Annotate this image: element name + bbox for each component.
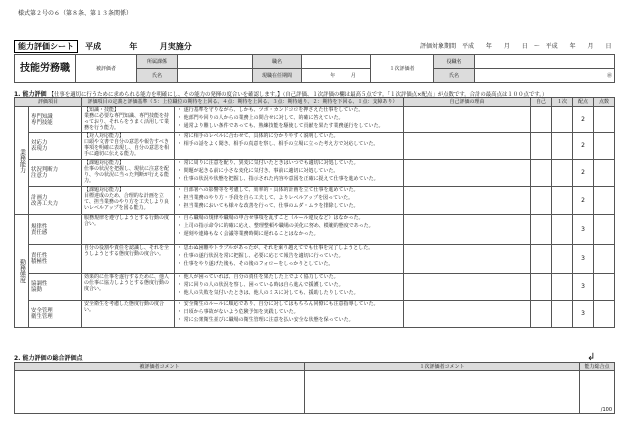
- self-reason-field[interactable]: [404, 274, 531, 301]
- first-score-field[interactable]: [552, 107, 573, 133]
- evaluatee-comment-field[interactable]: [15, 371, 305, 414]
- arrow-icon: ↲: [587, 352, 596, 363]
- points-field[interactable]: [594, 160, 615, 187]
- standard-line: ・ 他人が困っていれば、自分の責任を果たした上でよく協力していた。: [177, 274, 339, 280]
- period-label: 評価対象期間: [420, 43, 457, 50]
- standard-line: ・ 通常より難しい条件であっても、熟練技能を駆使して貢献を果たす業務遂行をしていた。: [177, 123, 384, 129]
- seal-mark: ㊞: [606, 72, 612, 79]
- first-comment-label: １次評価者コメント: [305, 363, 580, 371]
- item-standards: [175, 301, 404, 328]
- item-definition: 【知識・技能】 業務に必要な専門知識、専門技能を持っており、それらをうまく活用して業務を行う能力。: [82, 107, 175, 133]
- points-field[interactable]: [594, 133, 615, 160]
- col-self: 自己: [531, 98, 552, 107]
- section1-desc: 【仕事を適切に行うために求められる能力を明確にし、その能力の発揮の度合いを確認します。】（自己評価、１次評価の欄は最高５点です。「１次評価点×配点」が点数です。合計の最高点は１００点です。）: [48, 92, 548, 98]
- weight-value: 3: [573, 245, 594, 274]
- evaluation-period: 評価対象期間 平成 年 月 日 ～ 平成 年 月 日: [420, 43, 612, 50]
- standard-line: ・ 常に周りに注意を配り、異変に気付いたときはいつでも適切に対処していた。: [177, 160, 359, 166]
- self-reason-field[interactable]: [404, 245, 531, 274]
- group-label: 業務能力: [15, 107, 29, 215]
- standard-line: ・ 担当業務においても様々な改善を行って、仕事のムダ・ムラを排除していた。: [177, 203, 359, 209]
- item-standards: [175, 133, 404, 160]
- item-standards: [175, 215, 404, 245]
- table-row: [15, 274, 615, 301]
- standard-line: ・ 常に相手のレベルに合わせて、具体的に分かりやすく説明していた。: [177, 133, 339, 139]
- evaluator1-name-field[interactable]: [475, 69, 615, 83]
- evaluatee-label: 被評価者: [76, 55, 137, 83]
- item-definition: 【課題対応能力】 仕事の状況を把握し、現状に注意を配り、今の状況に当った判断が行える能力。: [82, 160, 175, 187]
- section2-title: 2. 能力評価の総合評価点: [14, 355, 83, 362]
- title-badge: 能力評価シート: [14, 40, 78, 53]
- self-score-field[interactable]: [531, 274, 552, 301]
- weight-value: 3: [573, 215, 594, 245]
- self-score-field[interactable]: [531, 133, 552, 160]
- item-definition: 安全衛生を考慮した態度行動の度合い。: [82, 301, 175, 328]
- table-row: [15, 245, 615, 274]
- standard-line: ・ 日頃から事故がないよう危険予知を実践していた。: [177, 309, 299, 315]
- col-first: １次: [552, 98, 573, 107]
- total-score-label: 能力総合点: [580, 363, 615, 371]
- item-name: 状況判断力 注意力: [29, 160, 82, 187]
- self-score-field[interactable]: [531, 187, 552, 215]
- item-standards: [175, 274, 404, 301]
- form-number: 様式第２号の６（第８条、第１３条関係）: [18, 10, 133, 17]
- table-row: [15, 215, 615, 245]
- first-comment-field[interactable]: [305, 371, 580, 414]
- section1-title: 1. 能力評価: [14, 91, 47, 98]
- evaluator1-name-label: 氏名: [434, 69, 475, 83]
- standard-line: ・ 他人の失敗を気付いたときは、他人のミスに対しても、援助したりしていた。: [177, 290, 359, 296]
- total-score-field[interactable]: [580, 371, 615, 414]
- weight-value: 3: [573, 301, 594, 328]
- item-name: 安全管理 衛生管理: [29, 301, 82, 328]
- group-label: 勤務態度: [15, 215, 29, 328]
- weight-value: 3: [573, 274, 594, 301]
- self-score-field[interactable]: [531, 107, 552, 133]
- first-score-field[interactable]: [552, 160, 573, 187]
- standard-line: ・ 相手の話をよく聞き、相手の真意を察し、相手の立場に立った考え方で対応していた。: [177, 141, 379, 147]
- standard-line: ・ 仕事の状況や状態を把握し、指示された内容や意図を正確に捉えて仕事を進めていた。: [177, 176, 379, 182]
- item-name: 対応力 表現力: [29, 133, 82, 160]
- job-type: 技能労務職: [15, 55, 76, 83]
- standard-line: ・ 問題が起きる前に小さな変化に気付き、事前に適切に対処していた。: [177, 168, 339, 174]
- table-row: [15, 107, 615, 133]
- name-label: 氏名: [137, 69, 178, 83]
- first-score-field[interactable]: [552, 274, 573, 301]
- item-name: 計画力 改善工夫力: [29, 187, 82, 215]
- col-weight: 配点: [573, 98, 594, 107]
- standard-line: ・ 思わぬ困難やトラブルがあったが、それを乗り越えてでも仕事を完了しようとした。: [177, 245, 374, 251]
- self-score-field[interactable]: [531, 160, 552, 187]
- standard-line: ・ 担当業務のやり方・手段を自ら工夫して、よりレベルアップを図っていた。: [177, 195, 354, 201]
- col-definition: 評価項目の定義と評価基準（５：上位職位の期待を上回る、４点：期待を上回る、３点：期待通り、２：期待を下回る、１点：支障あり）: [82, 98, 404, 107]
- self-score-field[interactable]: [531, 301, 552, 328]
- standard-line: ・ 自部署への影響等を考慮して、効率的・具体的計画を立て仕事を進めていた。: [177, 187, 359, 193]
- table-row: [15, 160, 615, 187]
- standard-line: ・ 常に公衆衛生並びに職場の衛生管理に注意を払い安全な状態を保っていた。: [177, 317, 354, 323]
- dept-label: 所属課係: [137, 55, 178, 69]
- first-score-field[interactable]: [552, 245, 573, 274]
- item-definition: 効果的に仕事を遂行するために、他人の仕事に協力しようとする態度行動の度合い。: [82, 274, 175, 301]
- self-reason-field[interactable]: [404, 133, 531, 160]
- self-reason-field[interactable]: [404, 301, 531, 328]
- total-score-suffix: /100: [600, 407, 612, 413]
- col-self-reason: 自己評価の理由: [404, 98, 531, 107]
- item-definition: 自分の役割や責任を認識し、それを全うしようとする態度行動の度合い。: [82, 245, 175, 274]
- evaluation-table: [14, 97, 615, 328]
- position-label: 職名: [253, 55, 302, 69]
- self-score-field[interactable]: [531, 215, 552, 245]
- position-field[interactable]: [302, 55, 371, 69]
- points-field[interactable]: [594, 301, 615, 328]
- standard-line: ・ 上司の指示命令に的確に応え、整理整頓や職場の美化に努め、模範的態度であった。: [177, 223, 374, 229]
- table-row: [15, 133, 615, 160]
- table-row: [15, 187, 615, 215]
- title-block: [14, 40, 192, 53]
- table-row: [15, 301, 615, 328]
- self-reason-field[interactable]: [404, 107, 531, 133]
- evaluator1-position-field[interactable]: [475, 55, 615, 69]
- standard-line: ・ 他部門や回りの人からの業務上の問合せに対して、的確に答えていた。: [177, 115, 344, 121]
- title-half: 月実施分: [159, 42, 192, 51]
- points-field[interactable]: [594, 187, 615, 215]
- item-name: 規律性 責任感: [29, 215, 82, 245]
- self-reason-field[interactable]: [404, 215, 531, 245]
- points-field[interactable]: [594, 245, 615, 274]
- standard-line: ・ 遅刻や連絡もなく会議等業務時間に遅れることはなかった。: [177, 231, 319, 237]
- first-score-field[interactable]: [552, 301, 573, 328]
- weight-value: 2: [573, 187, 594, 215]
- col-category: 評価項目: [15, 98, 82, 107]
- self-reason-field[interactable]: [404, 187, 531, 215]
- evaluator1-position-label: 役職名: [434, 55, 475, 69]
- first-score-field[interactable]: [552, 133, 573, 160]
- tenure-field[interactable]: 年 月: [302, 69, 371, 83]
- self-reason-field[interactable]: [404, 160, 531, 187]
- item-definition: 【課題対応能力】 目標達成のため、合理的な計画を立て、担当業務のやり方を工夫しより良いレベルアップを図る能力。: [82, 187, 175, 215]
- table-header-row: [15, 98, 615, 107]
- points-field[interactable]: [594, 215, 615, 245]
- weight-value: 2: [573, 160, 594, 187]
- evaluator1-label: １次評価者: [371, 55, 434, 83]
- comment-table: [14, 362, 615, 414]
- title-year: 年: [129, 42, 138, 51]
- item-standards: [175, 160, 404, 187]
- item-name: 専門知識 専門技能: [29, 107, 82, 133]
- item-definition: 服務規律を遵守しようとする行動の度合い。: [82, 215, 175, 245]
- weight-value: 2: [573, 107, 594, 133]
- standard-line: ・ 自ら職場の規律や職場の申合せ事項を乱すこと（ルール違反など）はなかった。: [177, 215, 364, 221]
- standard-line: ・ 遂行基準を守りながら、しかも、ツボ・カンドコロを押さえた仕事をしていた。: [177, 107, 364, 113]
- name-field[interactable]: [178, 69, 253, 83]
- first-score-field[interactable]: [552, 215, 573, 245]
- dept-field[interactable]: [178, 55, 253, 69]
- self-score-field[interactable]: [531, 245, 552, 274]
- points-field[interactable]: [594, 274, 615, 301]
- standard-line: ・ 安全衛生のルールに順応であり、自分に対してはもちろん同僚にも注意指導していた。: [177, 301, 379, 307]
- evaluatee-comment-label: 被評価者コメント: [15, 363, 305, 371]
- tenure-label: 現職在任期間: [253, 69, 302, 83]
- item-name: 協調性 協動: [29, 274, 82, 301]
- item-definition: 【対人対応能力】 口頭や文書で自分の意思や報告すべき事項を明確に表現し、自分の意思を相手に適切に伝える能力。: [82, 133, 175, 160]
- item-standards: [175, 107, 404, 133]
- standard-line: ・ 仕事の遂行状況を常に把握し、必要に応じて報告を適切に行っていた。: [177, 253, 344, 259]
- first-score-field[interactable]: [552, 187, 573, 215]
- standard-line: ・ 常に回りの人の状況を察し、困っている時は自ら進んで援護していた。: [177, 282, 344, 288]
- item-standards: [175, 245, 404, 274]
- weight-value: 2: [573, 133, 594, 160]
- col-points: 点数: [594, 98, 615, 107]
- title-era: 平成: [85, 42, 102, 51]
- points-field[interactable]: [594, 107, 615, 133]
- header-table: [14, 54, 615, 83]
- item-name: 責任性 積極性: [29, 245, 82, 274]
- standard-line: ・ 仕事をやり遂げた後も、その後のフォローをしっかりとしていた。: [177, 261, 334, 267]
- item-standards: [175, 187, 404, 215]
